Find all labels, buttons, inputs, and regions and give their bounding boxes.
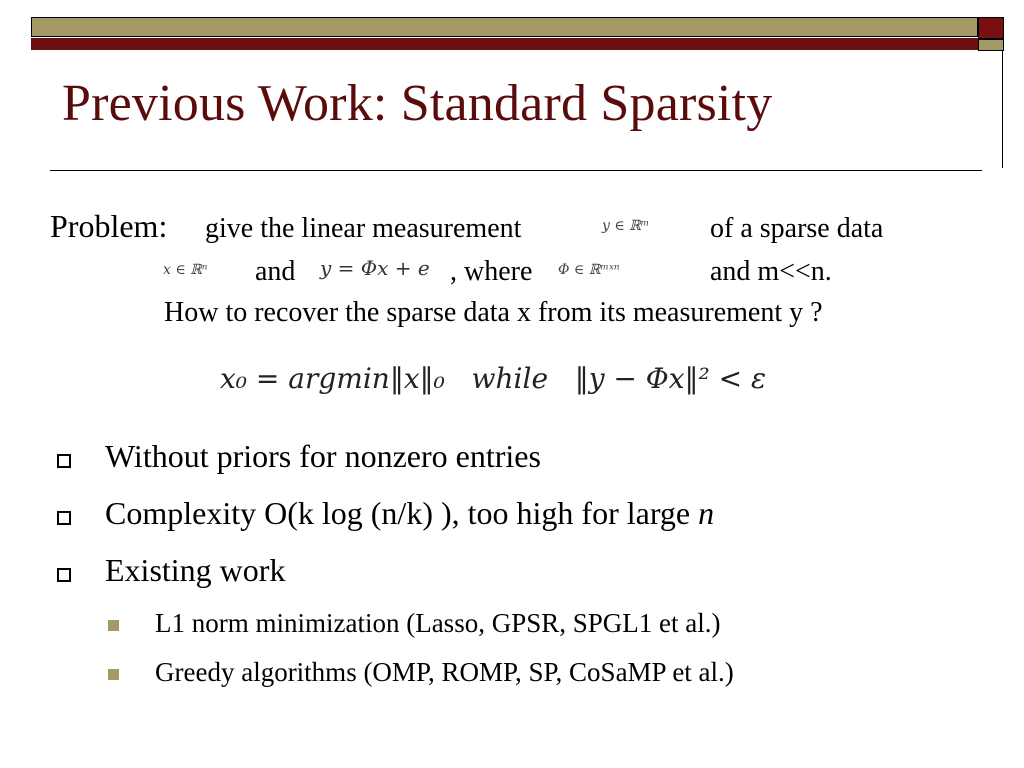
bullet-item-1: Without priors for nonzero entries — [105, 438, 541, 474]
header-vertical-divider — [1002, 50, 1003, 168]
title-underline — [50, 170, 982, 171]
header-corner-olive-square — [978, 39, 1004, 51]
math-model-equation: y = Φx + e — [320, 256, 430, 280]
sub-bullet-square-icon — [108, 669, 119, 680]
problem-text-and: and — [255, 256, 296, 287]
problem-text-line3: How to recover the sparse data x from its measurement y ? — [164, 297, 823, 328]
bullet-item-2-text: Complexity O(k log (n/k) ), too high for large — [105, 495, 691, 531]
sub-bullet-item-1: L1 norm minimization (Lasso, GPSR, SPGL1 et al.) — [155, 608, 721, 638]
bullet-square-icon — [57, 511, 71, 525]
slide-title: Previous Work: Standard Sparsity — [62, 75, 773, 132]
header-olive-bar — [31, 17, 978, 37]
bullet-square-icon — [57, 568, 71, 582]
bullet-square-icon — [57, 454, 71, 468]
bullet-item-2 — [105, 495, 714, 532]
header-maroon-bar — [31, 38, 978, 50]
problem-text-line1b: of a sparse data — [710, 213, 884, 244]
sub-bullet-square-icon — [108, 620, 119, 631]
sub-bullet-item-2: Greedy algorithms (OMP, ROMP, SP, CoSaMP et al.) — [155, 657, 734, 687]
header-corner-maroon-square — [978, 17, 1004, 39]
math-y-in-rm: y ∈ ℝᵐ — [602, 218, 650, 234]
problem-text-line1a: give the linear measurement — [205, 213, 522, 244]
problem-label: Problem: — [50, 208, 168, 244]
problem-text-line2-end: and m<<n. — [710, 256, 832, 287]
bullet-item-3: Existing work — [105, 552, 286, 588]
optimization-equation: x₀ = argmin‖x‖₀ while ‖y − Φx‖² < ε — [220, 362, 767, 395]
math-x-in-rn: x ∈ ℝⁿ — [163, 262, 208, 278]
problem-text-where: , where — [450, 256, 533, 287]
math-phi-in-rmn: Φ ∈ ℝᵐˣⁿ — [558, 262, 620, 278]
bullet-item-2-italic: n — [698, 495, 715, 531]
